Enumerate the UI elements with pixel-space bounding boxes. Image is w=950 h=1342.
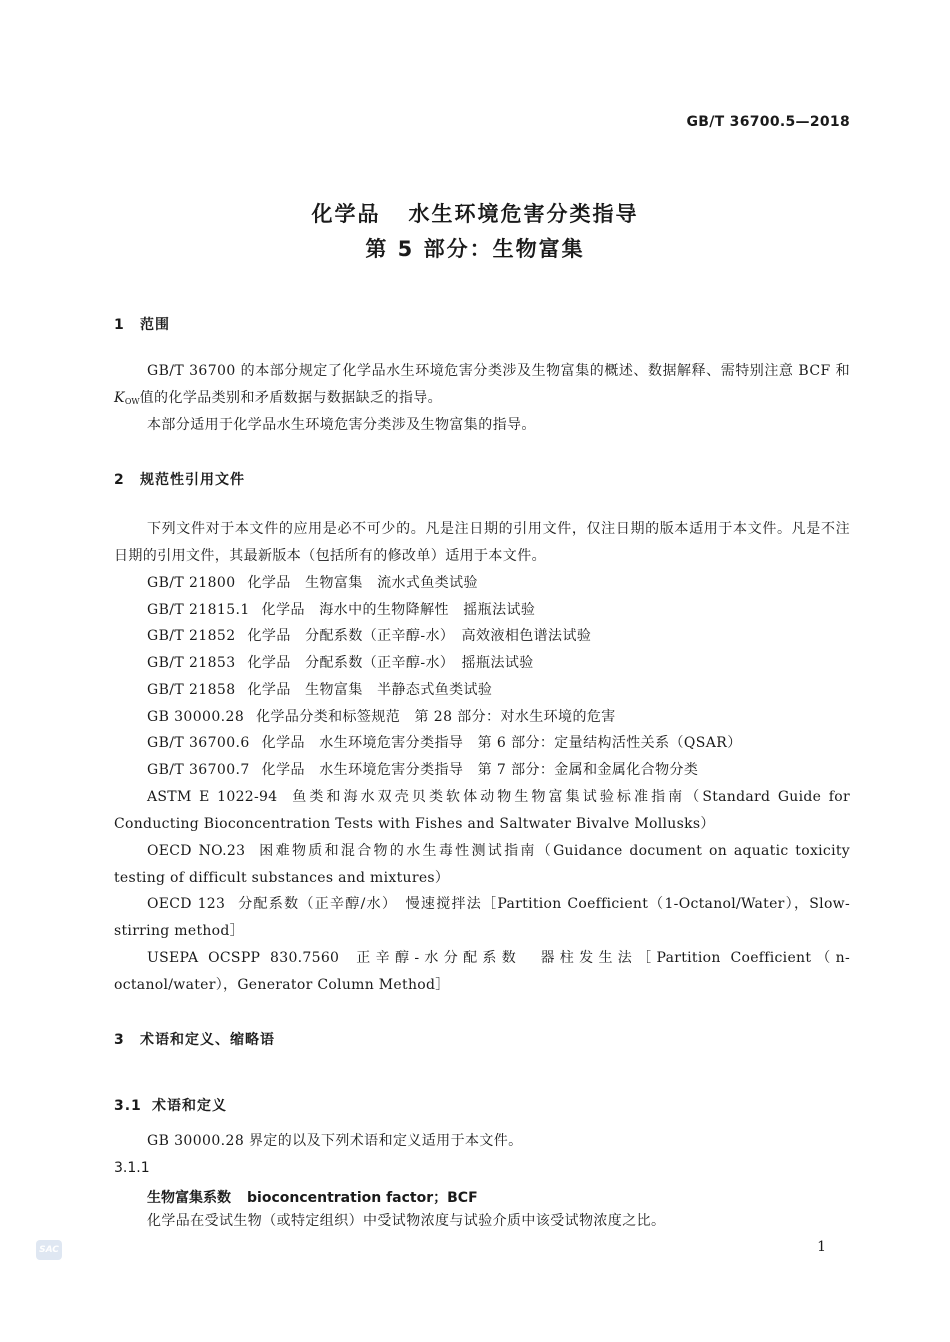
document-title-line2: 第 5 部分：生物富集 <box>365 237 585 261</box>
kow-subscript: OW <box>124 397 140 406</box>
section-2-heading <box>114 469 245 489</box>
kow-symbol: K <box>114 390 125 406</box>
section-3-heading <box>114 1029 275 1049</box>
reference-item: GB/T 21853 化学品 分配系数（正辛醇-水） 摇瓶法试验 <box>147 655 534 671</box>
scope-text-b: 值的化学品类别和矛盾数据与数据缺乏的指导。 <box>139 390 443 406</box>
section-number: 2 <box>114 472 125 488</box>
section-title: 规范性引用文件 <box>140 472 245 488</box>
reference-item: GB/T 21858 化学品 生物富集 半静态式鱼类试验 <box>147 682 493 698</box>
terms-intro: GB 30000.28 界定的以及下列术语和定义适用于本文件。 <box>147 1133 523 1149</box>
document-title-line1 <box>0 198 950 228</box>
scope-paragraph-2: 本部分适用于化学品水生环境危害分类涉及生物富集的指导。 <box>147 417 536 433</box>
section-1-heading <box>114 314 170 334</box>
term-heading <box>147 1187 478 1207</box>
references-intro: 下列文件对于本文件的应用是必不可少的。凡是注日期的引用文件，仅注日期的版本适用于本文件。凡是不注日期的引用文件，其最新版本（包括所有的修改单）适用于本文件。 <box>114 521 850 564</box>
section-number: 3 <box>114 1032 125 1048</box>
reference-item: GB/T 21815.1 化学品 海水中的生物降解性 摇瓶法试验 <box>147 602 536 618</box>
sac-watermark-logo: SAC <box>36 1240 62 1260</box>
page-number: 1 <box>817 1239 826 1255</box>
subsection-number: 3.1 <box>114 1098 142 1114</box>
section-title: 范围 <box>140 317 170 333</box>
reference-item: GB/T 21800 化学品 生物富集 流水式鱼类试验 <box>147 575 478 591</box>
reference-item: GB/T 21852 化学品 分配系数（正辛醇-水） 高效液相色谱法试验 <box>147 628 592 644</box>
reference-item: GB/T 36700.7 化学品 水生环境危害分类指导 第 7 部分：金属和金属化合物分类 <box>147 762 699 778</box>
title-part-chemicals: 化学品 <box>311 202 381 226</box>
section-number: 1 <box>114 317 125 333</box>
term-definition: 化学品在受试生物（或特定组织）中受试物浓度与试验介质中该受试物浓度之比。 <box>147 1213 666 1229</box>
reference-item: USEPA OCSPP 830.7560 正辛醇-水分配系数 器柱发生法［Partition Coefficient（n-octanol/water），Generator Column Method］ <box>114 950 850 993</box>
title-part-guidance: 水生环境危害分类指导 <box>408 202 639 226</box>
scope-text-a: GB/T 36700 的本部分规定了化学品水生环境危害分类涉及生物富集的概述、数据解释、需特别注意 BCF 和 <box>147 363 850 379</box>
reference-item: OECD 123 分配系数（正辛醇/水） 慢速搅拌法［Partition Coefficient（1-Octanol/Water），Slow-stirring method］ <box>114 896 850 939</box>
reference-item: GB/T 36700.6 化学品 水生环境危害分类指导 第 6 部分：定量结构活性关系（QSAR） <box>147 735 742 751</box>
section-title: 术语和定义、缩略语 <box>140 1032 275 1048</box>
term-english: bioconcentration factor；BCF <box>247 1190 478 1206</box>
reference-item: ASTM E 1022-94 鱼类和海水双壳贝类软体动物生物富集试验标准指南（Standard Guide for Conducting Bioconcentration Tests with Fishes and Saltwater Bivalve Mollusks） <box>114 789 850 832</box>
subsection-title: 术语和定义 <box>152 1098 227 1114</box>
reference-item: GB 30000.28 化学品分类和标签规范 第 28 部分：对水生环境的危害 <box>147 709 616 725</box>
scope-paragraph-1 <box>114 358 850 415</box>
reference-item: OECD NO.23 困难物质和混合物的水生毒性测试指南（Guidance document on aquatic toxicity testing of difficult substances and mixtures） <box>114 843 850 886</box>
subsection-3-1-heading <box>114 1095 227 1115</box>
term-number: 3.1.1 <box>114 1160 150 1176</box>
term-chinese: 生物富集系数 <box>147 1190 231 1206</box>
standard-code: GB/T 36700.5—2018 <box>686 114 850 130</box>
